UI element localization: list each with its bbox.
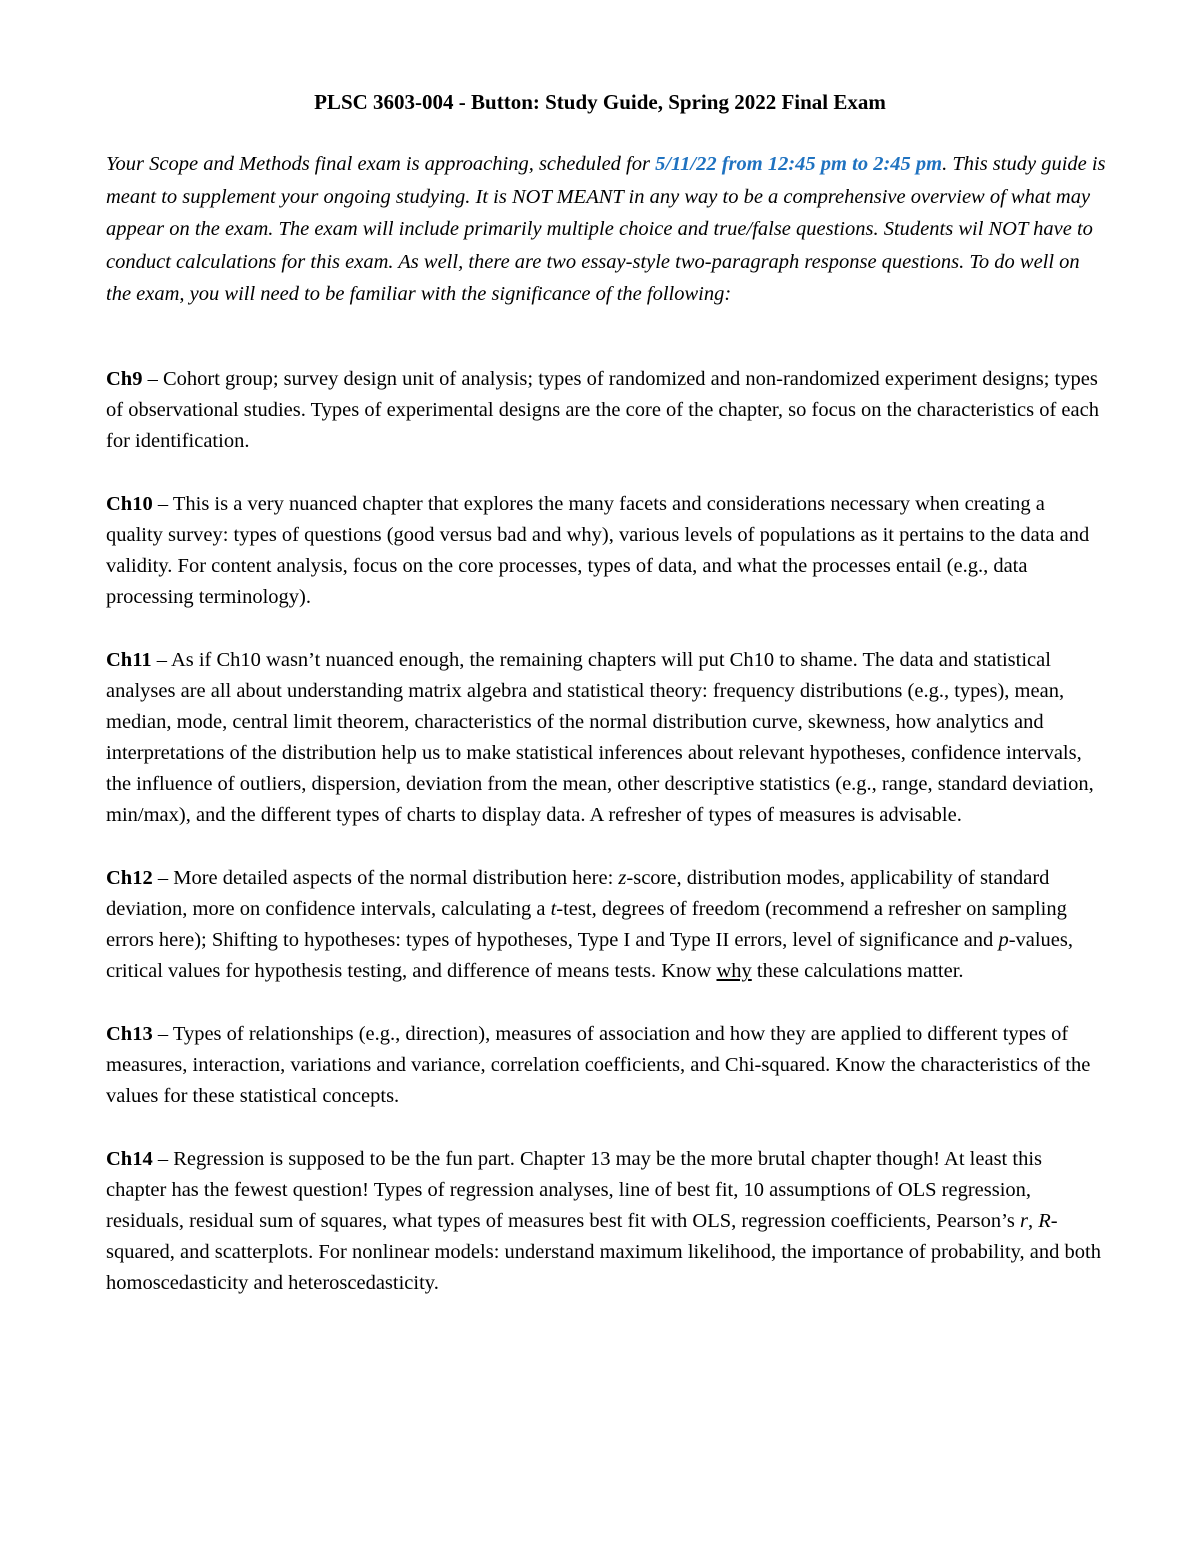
chapter-label: Ch13	[106, 1023, 153, 1045]
t-symbol: t	[550, 898, 557, 920]
chapter-text: – More detailed aspects of the normal distribution here:	[152, 867, 619, 889]
chapter-list	[106, 364, 1106, 1331]
intro-text-before-date: Your Scope and Methods final exam is approaching, scheduled for	[106, 153, 656, 175]
r-symbol: r	[1019, 1210, 1028, 1232]
chapter-text: -score, distribution modes, applicability of standard deviation, more on confidence intervals, calculating a	[106, 867, 1050, 920]
z-symbol: z	[618, 867, 627, 889]
chapter-item-ch13	[106, 1019, 1106, 1112]
chapter-text: these calculations matter.	[751, 960, 964, 982]
chapter-item-ch12	[106, 863, 1106, 987]
chapter-text: – Regression is supposed to be the fun part. Chapter 13 may be the more brutal chapter though! At least this chapter has the fewest question! Types of regression analyses, line of best fit, 10 assumptions of OLS regression, residuals, residual sum of squares, what types of measures best fit with OLS, regression coefficients, Pearson’s	[106, 1148, 1042, 1232]
chapter-item-ch14	[106, 1144, 1106, 1299]
p-symbol: p	[998, 929, 1009, 951]
why-emphasis: why	[716, 960, 752, 982]
chapter-text: – As if Ch10 wasn’t nuanced enough, the remaining chapters will put Ch10 to shame. The data and statistical analyses are all about understanding matrix algebra and statistical theory: frequency distributions (e.g., types), mean, median, mode, central limit theorem, characteristics of the normal distribution curve, skewness, how analytics and interpretations of the distribution help us to make statistical inferences about relevant hypotheses, confidence intervals, the influence of outliers, dispersion, deviation from the mean, other descriptive statistics (e.g., range, standard deviation, min/max), and the different types of charts to display data. A refresher of types of measures is advisable.	[106, 649, 1094, 826]
exam-date-range: 5/11/22 from 12:45 pm to 2:45 pm	[655, 153, 943, 175]
chapter-text: – This is a very nuanced chapter that explores the many facets and considerations necessary when creating a quality survey: types of questions (good versus bad and why), various levels of populations as it pertains to the data and validity. For content analysis, focus on the core processes, types of data, and what the processes entail (e.g., data processing terminology).	[106, 493, 1090, 608]
chapter-text: -squared, and scatterplots. For nonlinear models: understand maximum likelihood, the importance of probability, and both homoscedasticity and heteroscedasticity.	[106, 1210, 1101, 1294]
chapter-item-ch9	[106, 364, 1106, 457]
chapter-label: Ch12	[106, 867, 153, 889]
chapter-text: -test, degrees of freedom (recommend a refresher on sampling errors here); Shifting to hypotheses: types of hypotheses, Type I and Type II errors, level of significance and	[106, 898, 1067, 951]
chapter-label: Ch9	[106, 368, 143, 390]
chapter-text: – Cohort group; survey design unit of analysis; types of randomized and non-randomized experiment designs; types of observational studies. Types of experimental designs are the core of the chapter, so focus on the characteristics of each for identification.	[106, 368, 1099, 452]
chapter-item-ch10	[106, 489, 1106, 613]
intro-text-after-date: . This study guide is meant to supplement your ongoing studying. It is NOT MEANT in any way to be a comprehensive overview of what may appear on the exam. The exam will include primarily multiple choice and true/false questions. Students wil NOT have to conduct calculations for this exam. As well, there are two essay-style two-paragraph response questions. To do well on the exam, you will need to be familiar with the significance of the following:	[106, 153, 1106, 305]
intro-paragraph	[106, 148, 1106, 311]
page-title: PLSC 3603-004 - Button: Study Guide, Spring 2022 Final Exam	[314, 90, 886, 114]
chapter-item-ch11	[106, 645, 1106, 831]
chapter-label: Ch14	[106, 1148, 153, 1170]
chapter-text: -values, critical values for hypothesis testing, and difference of means tests. Know	[106, 929, 1074, 982]
chapter-label: Ch10	[106, 493, 153, 515]
chapter-text: ,	[1027, 1210, 1039, 1232]
chapter-text: – Types of relationships (e.g., direction), measures of association and how they are applied to different types of measures, interaction, variations and variance, correlation coefficients, and Chi-squared. Know the characteristics of the values for these statistical concepts.	[106, 1023, 1091, 1107]
chapter-label: Ch11	[106, 649, 152, 671]
r-squared-symbol: R	[1038, 1210, 1051, 1232]
